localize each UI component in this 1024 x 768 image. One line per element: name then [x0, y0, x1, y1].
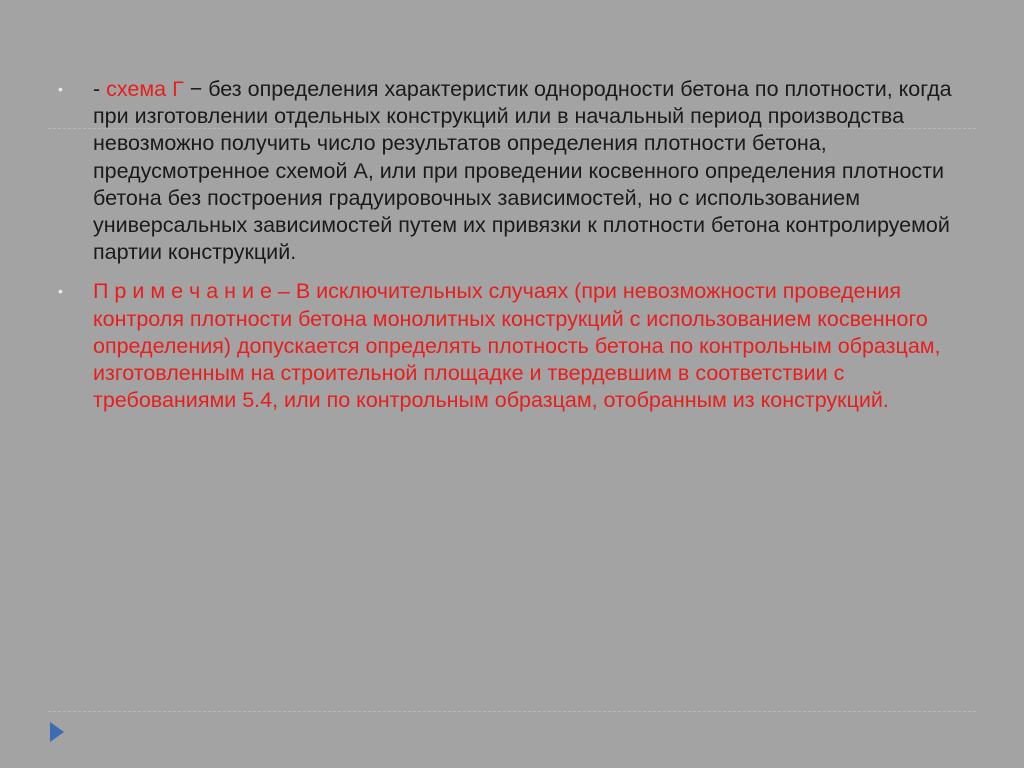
bullet-scheme-g [58, 76, 958, 266]
bottom-divider [48, 711, 976, 712]
bullet-prefix: - [93, 77, 107, 101]
bullet-note [58, 278, 958, 414]
bullet-dot: • [58, 81, 63, 97]
slide-content [58, 76, 958, 426]
scheme-label: схема Г [106, 77, 184, 101]
note-text: П р и м е ч а н и е – В исключительных случаях (при невозможности проведения контроля плотности бетона монолитных конструкций с использованием косвенного определения) допускается определять плотность бетона по контрольным образцам, изготовленным на строительной площадке и твердевшим в соответствии с требованиями 5.4, или по контрольным образцам, отобранным из конструкций. [93, 279, 941, 413]
bullet-text: − без определения характеристик однородности бетона по плотности, когда при изготовлении отдельных конструкций или в начальный период производства невозможно получить число результатов определения плотности бетона, предусмотренное схемой А, или при проведении косвенного определения плотности бетона без построения градуировочных зависимостей, но с использованием универсальных зависимостей путем их привязки к плотности бетона контролируемой партии конструкций. [93, 77, 952, 265]
play-triangle-icon[interactable] [50, 722, 64, 742]
bullet-dot: • [58, 283, 63, 300]
